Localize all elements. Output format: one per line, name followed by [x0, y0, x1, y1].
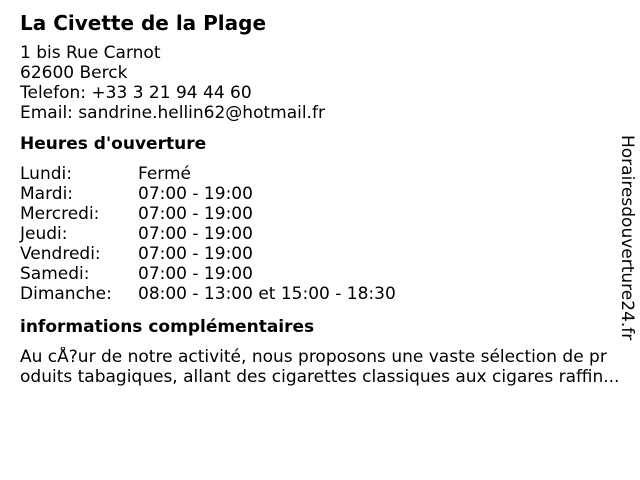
business-name: La Civette de la Plage: [20, 11, 267, 35]
hours-time: 07:00 - 19:00: [138, 264, 253, 284]
business-card: [20, 10, 620, 387]
hours-title: Heures d'ouverture: [20, 134, 207, 154]
hours-day: Mardi:: [20, 184, 74, 204]
info-line-2: oduits tabagiques, allant des cigarettes classiques aux cigares raffin...: [20, 367, 620, 387]
hours-row: [20, 164, 620, 184]
hours-day: Lundi:: [20, 164, 72, 184]
info-line-1: Au cÅ?ur de notre activité, nous proposons une vaste sélection de pr: [20, 347, 607, 367]
hours-time: Fermé: [138, 164, 192, 184]
info-text: [20, 347, 624, 387]
watermark-text: Horairesdouverture24.fr: [617, 135, 637, 341]
phone-line: Telefon: +33 3 21 94 44 60: [20, 83, 252, 103]
hours-time: 07:00 - 19:00: [138, 204, 253, 224]
hours-time: 08:00 - 13:00 et 15:00 - 18:30: [138, 284, 396, 304]
hours-day: Dimanche:: [20, 284, 112, 304]
hours-row: [20, 224, 620, 244]
hours-day: Samedi:: [20, 264, 90, 284]
hours-row: [20, 264, 620, 284]
hours-time: 07:00 - 19:00: [138, 184, 253, 204]
hours-day: Vendredi:: [20, 244, 101, 264]
address-line-city: 62600 Berck: [20, 63, 128, 83]
hours-time: 07:00 - 19:00: [138, 244, 253, 264]
info-title: informations complémentaires: [20, 317, 315, 337]
contact-block: [20, 43, 620, 123]
hours-row: [20, 284, 620, 304]
email-line: Email: sandrine.hellin62@hotmail.fr: [20, 103, 325, 123]
hours-row: [20, 244, 620, 264]
hours-day: Mercredi:: [20, 204, 100, 224]
hours-day: Jeudi:: [20, 224, 68, 244]
hours-row: [20, 184, 620, 204]
hours-time: 07:00 - 19:00: [138, 224, 253, 244]
hours-table: [20, 164, 620, 304]
address-line-street: 1 bis Rue Carnot: [20, 43, 161, 63]
hours-row: [20, 204, 620, 224]
